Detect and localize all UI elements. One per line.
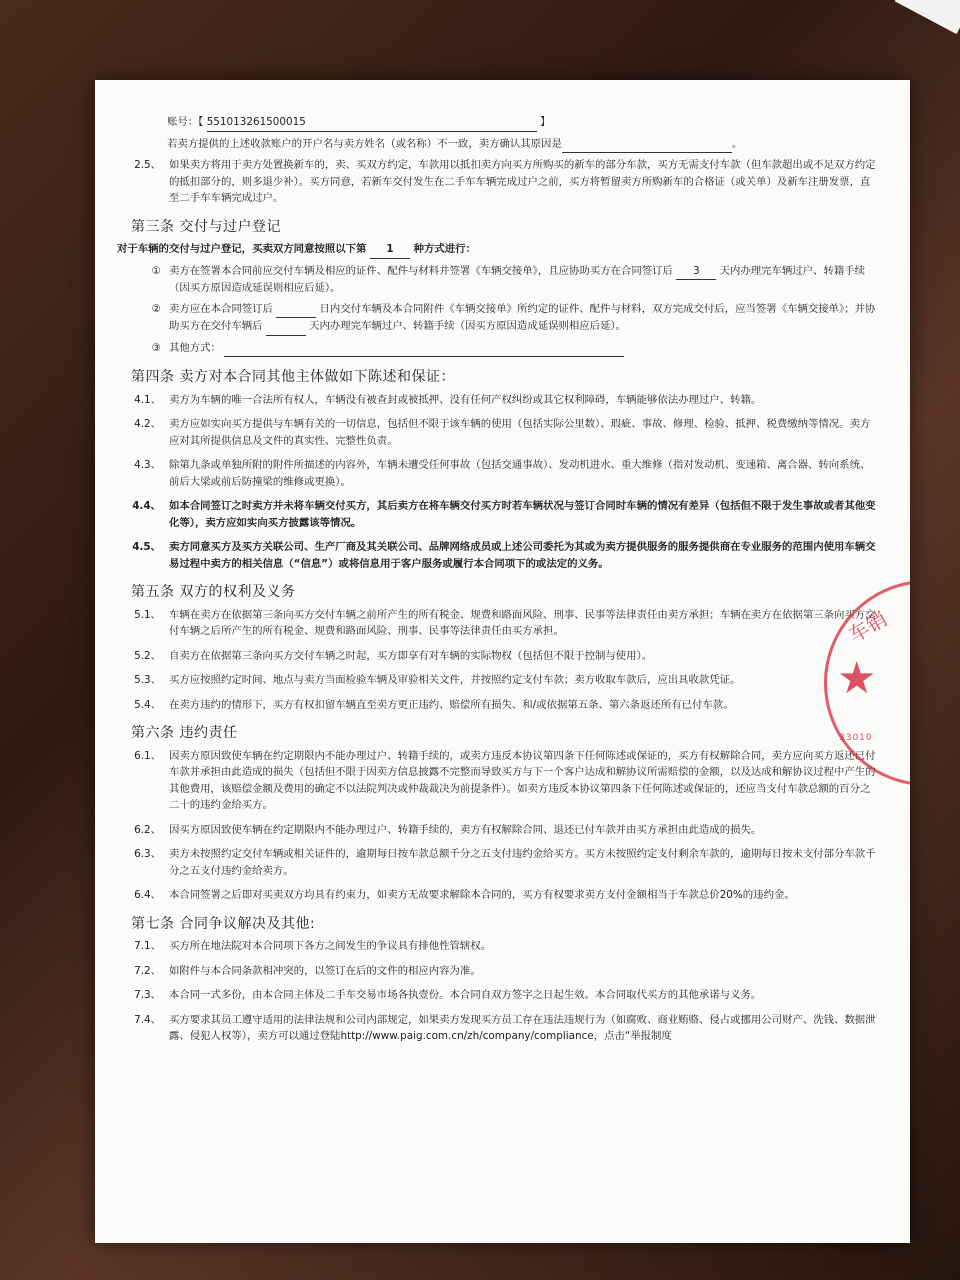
transfer-days-blank xyxy=(266,318,306,336)
delivery-method-value: 1 xyxy=(370,241,410,259)
option-text xyxy=(169,263,877,297)
clause-5-1 xyxy=(117,607,877,640)
clause-number: 4.2、 xyxy=(134,418,161,430)
section-5-heading: 第五条 双方的权利及义务 xyxy=(131,584,296,600)
contract-page xyxy=(95,80,910,1243)
option-number: ② xyxy=(151,302,161,315)
clause-text: 本合同签署之后即对买卖双方均具有约束力，如卖方无故要求解除本合同的，买方有权要求卖方支付金额相当于车款总价20%的违约金。 xyxy=(169,889,795,901)
clause-4-1 xyxy=(117,392,877,409)
name-mismatch-blank xyxy=(562,136,732,154)
clause-text: 买方要求其员工遵守适用的法律法规和公司内部规定，如果卖方发现买方员工存在违法违规行为（如腐败、商业贿赂、侵占或挪用公司财产、洗钱、数据泄露、侵犯人权等），卖方可以通过登陆http://www.paig.com.cn/zh/company/compliance，点击“举报制度 xyxy=(169,1013,876,1042)
option-number: ③ xyxy=(151,341,161,354)
clause-text: 买方所在地法院对本合同项下各方之间发生的争议具有排他性管辖权。 xyxy=(169,940,492,952)
clause-number: 6.1、 xyxy=(134,749,161,762)
clause-4-2 xyxy=(117,416,877,449)
clause-number: 7.3、 xyxy=(134,989,161,1001)
section-3-intro-a: 对于车辆的交付与过户登记，买卖双方同意按照以下第 xyxy=(117,243,367,255)
clause-text: 车辆在卖方在依据第三条向买方交付车辆之前所产生的所有税金、规费和路面风险、刑事、民事等法律责任由卖方承担；车辆在卖方在依据第三条向买方交付车辆之后所产生的所有税金、规费和路面风险、刑事、民事等法律责任由买方承担。 xyxy=(169,608,876,637)
clause-text: 如本合同签订之时卖方并未将车辆交付买方，其后卖方在将车辆交付买方时若车辆状况与签订合同时车辆的情况有差异（包括但不限于发生事故或者其他变化等），卖方应如实向买方披露该等情况。 xyxy=(169,500,876,529)
clause-text: 如果卖方将用于卖方处置换新车的，卖、买双方约定，车款用以抵扣卖方向买方所购买的新车的部分车款，买方无需支付车款（但车款超出或不足双方约定的抵扣部分的，则多退少补）。买方同意，若新车交付发生在二手车车辆完成过户之前，买方将暂留卖方所购新车的合格证（或关单）及新车注册发票，直至二手车车辆完成过户。 xyxy=(169,159,876,204)
clause-number: 7.2、 xyxy=(134,964,161,977)
clause-5-2 xyxy=(117,648,877,665)
clause-4-5 xyxy=(117,539,877,572)
name-mismatch-line: 若卖方提供的上述收款账户的开户名与卖方姓名（或名称）不一致，卖方确认其原因是 。 xyxy=(117,136,877,154)
clause-6-1 xyxy=(117,748,877,814)
delivery-option-3 xyxy=(117,340,877,358)
section-7-heading: 第七条 合同争议解决及其他: xyxy=(131,915,316,932)
stamp-text: 车销 xyxy=(844,606,892,648)
section-3-heading: 第三条 交付与过户登记 xyxy=(131,218,281,235)
clause-text: 自卖方在依据第三条向买方交付车辆之时起，买方即享有对车辆的实际物权（包括但不限于控制与使用）。 xyxy=(169,649,653,662)
contract-content xyxy=(117,114,877,1045)
clause-7-2 xyxy=(117,963,877,980)
account-number: 551013261500015 xyxy=(207,114,537,132)
clause-number: 5.3、 xyxy=(134,674,161,686)
clause-7-4 xyxy=(117,1012,877,1045)
clause-5-4 xyxy=(117,697,877,714)
option-text-a: 其他方式： xyxy=(169,341,221,354)
clause-number: 6.2、 xyxy=(134,823,161,836)
option-number: ① xyxy=(151,264,161,277)
name-mismatch-text: 若卖方提供的上述收款账户的开户名与卖方姓名（或名称）不一致，卖方确认其原因是 xyxy=(167,137,562,150)
clause-6-2 xyxy=(117,822,877,839)
option-text-c: 天内办理完车辆过户、转籍手续（因买方原因造成延误则相应后延）。 xyxy=(309,320,627,332)
clause-number: 4.1、 xyxy=(134,393,161,406)
clause-text: 卖方为车辆的唯一合法所有权人，车辆没有被查封或被抵押、没有任何产权纠纷或其它权利障碍，车辆能够依法办理过户、转籍。 xyxy=(169,393,762,406)
transfer-days-value: 3 xyxy=(676,263,716,281)
clause-5-3 xyxy=(117,672,877,689)
clause-text: 本合同一式多份，由本合同主体及二手车交易市场各执壹份。本合同自双方签字之日起生效。本合同取代买方的其他承诺与义务。 xyxy=(169,989,762,1001)
delivery-option-2 xyxy=(117,301,877,336)
clause-number: 6.3、 xyxy=(134,848,161,860)
section-6-heading: 第六条 违约责任 xyxy=(131,725,238,741)
option-text-b: 日内交付车辆及本合同附件《车辆交接单》所约定的证件、配件与材料，双方完成交付后，应当签署《车辆交接单》；并协助买方在交付车辆后 xyxy=(169,302,876,332)
section-3-intro-b: 种方式进行： xyxy=(413,243,476,255)
section-4-heading: 第四条 卖方对本合同其他主体做如下陈述和保证： xyxy=(131,369,455,385)
clause-number: 4.3、 xyxy=(134,459,161,471)
section-3-intro xyxy=(117,241,877,259)
clause-number: 4.4、 xyxy=(132,500,161,512)
stamp-code: 33010 xyxy=(839,733,873,743)
clause-text: 在卖方违约的情形下，买方有权扣留车辆直至卖方更正违约、赔偿所有损失、和/或依据第五条、第六条返还所有已付车款。 xyxy=(169,698,734,711)
account-label: 账号：【 xyxy=(167,116,204,128)
clause-7-3 xyxy=(117,987,877,1004)
account-end-bracket: 】 xyxy=(540,116,551,128)
account-line xyxy=(117,114,877,132)
option-text xyxy=(169,340,877,358)
clause-number: 7.1、 xyxy=(134,940,161,952)
star-icon: ★ xyxy=(837,653,877,704)
other-method-blank xyxy=(224,340,624,358)
option-text-a: 卖方应在本合同签订后 xyxy=(169,302,273,315)
clause-7-1 xyxy=(117,938,877,955)
clause-4-3 xyxy=(117,457,877,490)
clause-number: 7.4、 xyxy=(134,1013,161,1026)
clause-text: 如附件与本合同条款相冲突的，以签订在后的文件的相应内容为准。 xyxy=(169,964,481,977)
clause-number: 6.4、 xyxy=(134,889,161,901)
clause-number: 5.1、 xyxy=(134,608,161,621)
clause-text: 除第九条或单独所附的附件所描述的内容外，车辆未遭受任何事故（包括交通事故）、发动机进水、重大维修（指对发动机、变速箱、离合器、转向系统、前后大梁或前后防撞梁的维修或更换）。 xyxy=(169,459,871,488)
delivery-option-1 xyxy=(117,263,877,297)
clause-number: 2.5、 xyxy=(134,159,161,171)
clause-4-4 xyxy=(117,498,877,531)
clause-text: 因买方原因致使车辆在约定期限内不能办理过户、转籍手续的，卖方有权解除合同、退还已付车款并由买方承担由此造成的损失。 xyxy=(169,823,762,836)
option-text xyxy=(169,301,877,336)
clause-number: 5.4、 xyxy=(134,698,161,711)
delivery-days-blank xyxy=(276,301,316,319)
clause-text: 卖方同意买方及买方关联公司、生产厂商及其关联公司、品牌网络成员或上述公司委托为其或为卖方提供服务的服务提供商在专业服务的范围内使用车辆交易过程中卖方的相关信息（“信息”）或将信息用于客户服务或履行本合同项下的或法定的义务。 xyxy=(169,541,876,570)
clause-2-5 xyxy=(117,157,877,207)
clause-text: 买方应按照约定时间、地点与卖方当面检验车辆及审验相关文件，并按照约定支付车款；卖方收取车款后，应出具收款凭证。 xyxy=(169,674,741,686)
clause-text: 卖方应如实向买方提供与车辆有关的一切信息，包括但不限于该车辆的使用（包括实际公里数）、瑕疵、事故、修理、检验、抵押、税费缴纳等情况。卖方应对其所提供信息及文件的真实性、完整性负责。 xyxy=(169,418,871,447)
clause-6-4 xyxy=(117,887,877,904)
clause-number: 5.2、 xyxy=(134,649,161,662)
clause-text: 因卖方原因致使车辆在约定期限内不能办理过户、转籍手续的，或卖方违反本协议第四条下任何陈述或保证的，买方有权解除合同，卖方应向买方返还已付车款并承担由此造成的损失（包括但不限于因卖方信息披露不完整而导致买方与下一个客户达成和解协议所需赔偿的金额，以及达成和解协议过程中产生的其他费用，该赔偿金额及费用的确定不以法院判决或仲裁裁决为前提条件）。如卖方违反本协议第四条下任何陈述或保证的，还应当支付车款总额的百分之二十的违约金给买方。 xyxy=(169,749,876,811)
clause-number: 4.5、 xyxy=(132,541,161,553)
clause-6-3 xyxy=(117,846,877,879)
clause-text: 卖方未按照约定交付车辆或相关证件的，逾期每日按车款总额千分之五支付违约金给买方。买方未按照约定支付剩余车款的，逾期每日按未支付部分车款千分之五支付违约金给卖方。 xyxy=(169,848,876,877)
option-text-a: 卖方在签署本合同前应交付车辆及相应的证件、配件与材料并签署《车辆交接单》，且应协助买方在合同签订后 xyxy=(169,264,673,277)
option-text-b: 天内办理完车辆过户、转籍手续（因买方原因造成延误则相应后延）。 xyxy=(169,264,866,294)
